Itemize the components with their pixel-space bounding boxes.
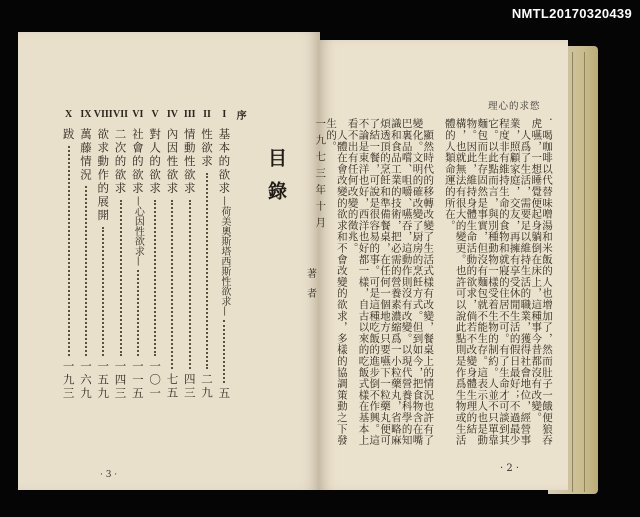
- preface-date: 一九七三年十月: [314, 118, 327, 234]
- page-number: 七五: [165, 373, 180, 400]
- chapter-numeral: IV: [166, 108, 178, 120]
- chapter-title: 欲求動作的展開: [96, 128, 111, 223]
- paragraph: 人體在會改變的欲求和不會改變的欲求，多樣的協調策動之下發生的。: [325, 118, 348, 446]
- page-edge-line: [584, 52, 585, 492]
- toc-entry: [112, 100, 129, 400]
- page-number: 一〇一: [148, 359, 163, 400]
- dotted-leader: [154, 200, 156, 356]
- dotted-leader: [102, 227, 104, 356]
- paragraph-spacer: [433, 118, 444, 453]
- toc-entry: [233, 100, 250, 400]
- chapter-numeral: II: [203, 108, 211, 120]
- dotted-leader: [223, 320, 225, 383]
- toc-entry: [164, 100, 181, 400]
- chapter-title: 二次的欲求: [113, 128, 128, 196]
- chapter-title: 情動性欲求: [182, 128, 197, 196]
- paragraph: 顯然時代的移轉改變了生活式樣有改變，餐桌上的情況也許有了變化。文明的確改變了厨房的烹飪方式。但到如今，把食物含在嘴巴裏品嚐、咀嚼、嚥吞，這動作則沒有改變。以現代營養科學的知識和食品工業的技術，把必需的營養素濃縮爲一小粒藥丸，省略麻煩透頂的烹飪和準備餐桌，在任何一個地方只要嚥下一粒藥丸便可了結一餐，可說是很容易的事。可是這種吃飯的進步倒不作興。這不論是東洋也好，西洋也好都一樣，自古以來的吃飯式樣在基本上看不出有任何改變的徵兆。: [346, 118, 435, 446]
- dotted-leader: [189, 200, 191, 370]
- chapter-title: 內因性欲求: [165, 128, 180, 196]
- chapter-title: 萬藤情況: [78, 128, 93, 182]
- dotted-leader: [137, 270, 139, 356]
- page-number: 四三: [182, 373, 197, 400]
- chapter-title: 對人的欲求: [148, 128, 163, 196]
- right-page-number: · 2 ·: [500, 463, 520, 474]
- chapter-numeral: III: [183, 108, 196, 120]
- chapter-title: 社會的欲求: [130, 128, 145, 196]
- paragraph: ．喝咖啡以代替味噌湯和米飯的人也增加了，然而肚子一餓便狼吞虎嚥，一想睡覺便起身躺倒在床上，這種事今昔都沒有改變。: [530, 118, 553, 446]
- toc-entry: [77, 100, 94, 400]
- page-number: 二九: [200, 373, 215, 400]
- toc-entry: [216, 100, 233, 400]
- page-number: 一四三: [113, 359, 128, 400]
- preface-text: [300, 118, 552, 453]
- page-number: 一六九: [78, 359, 93, 400]
- toc-entry: [181, 100, 198, 400]
- page-number: 一九三: [61, 359, 76, 400]
- toc-entry: [129, 100, 146, 400]
- chapter-numeral: X: [65, 108, 73, 120]
- toc-entry: [95, 100, 112, 400]
- toc-title: 目錄: [265, 148, 287, 214]
- chapter-numeral: 序: [236, 110, 247, 122]
- toc-entry: [146, 100, 163, 400]
- chapter-numeral: VII: [113, 108, 129, 120]
- dotted-leader: [85, 186, 87, 356]
- toc-entry: [198, 100, 215, 400]
- chapter-subtitle: —荷美奧斯塔西斯性欲求—: [218, 195, 230, 316]
- running-head: 慾求的心理: [488, 101, 541, 112]
- chapter-title: 性欲求: [200, 128, 215, 169]
- chapter-numeral: VI: [132, 108, 144, 120]
- toc-entry: [60, 100, 77, 400]
- page-number: 一五九: [96, 359, 111, 400]
- left-page-number: · 3 ·: [100, 470, 118, 480]
- chapter-title: 跋: [61, 128, 76, 142]
- dotted-leader: [68, 146, 70, 356]
- dotted-leader: [171, 200, 173, 370]
- page-number: 一一五: [130, 359, 145, 400]
- dotted-leader: [120, 200, 122, 356]
- page-edge-line: [572, 52, 573, 492]
- chapter-title: 基本的欲求: [217, 128, 232, 196]
- preface-author: 著者: [304, 268, 316, 308]
- chapter-numeral: V: [151, 108, 159, 120]
- paragraph: 人爲了生活，需要足以維持生活的職業，獲得社會地位，經營事業，照顧家庭，交友，再擁有享受休閒生活的假日最好；不過最少程度非有維持生命的食物和就寢的住居不可。有了生命才可談到其它。以此點而言，與別種動物一樣受着生物的制約。人並不只單靠麵包而生存固然是事實，但沒有麵包就不能生存。這表示人也是動物。因此，維持身體生命活動的欲求，倘若不改變身體生理的結構，也就無法有很大的變更。也許可以說此點則是作爲生物或生活體的人類命運的所在。: [443, 118, 532, 446]
- chapter-numeral: VIII: [93, 108, 113, 120]
- toc-list: [60, 100, 250, 400]
- chapter-numeral: I: [222, 108, 227, 120]
- page-number: 五: [217, 386, 232, 400]
- chapter-subtitle: —心因性欲求—: [132, 195, 144, 266]
- collection-id-label: NMTL20170320439: [511, 6, 632, 21]
- chapter-numeral: IX: [80, 108, 92, 120]
- dotted-leader: [206, 173, 208, 370]
